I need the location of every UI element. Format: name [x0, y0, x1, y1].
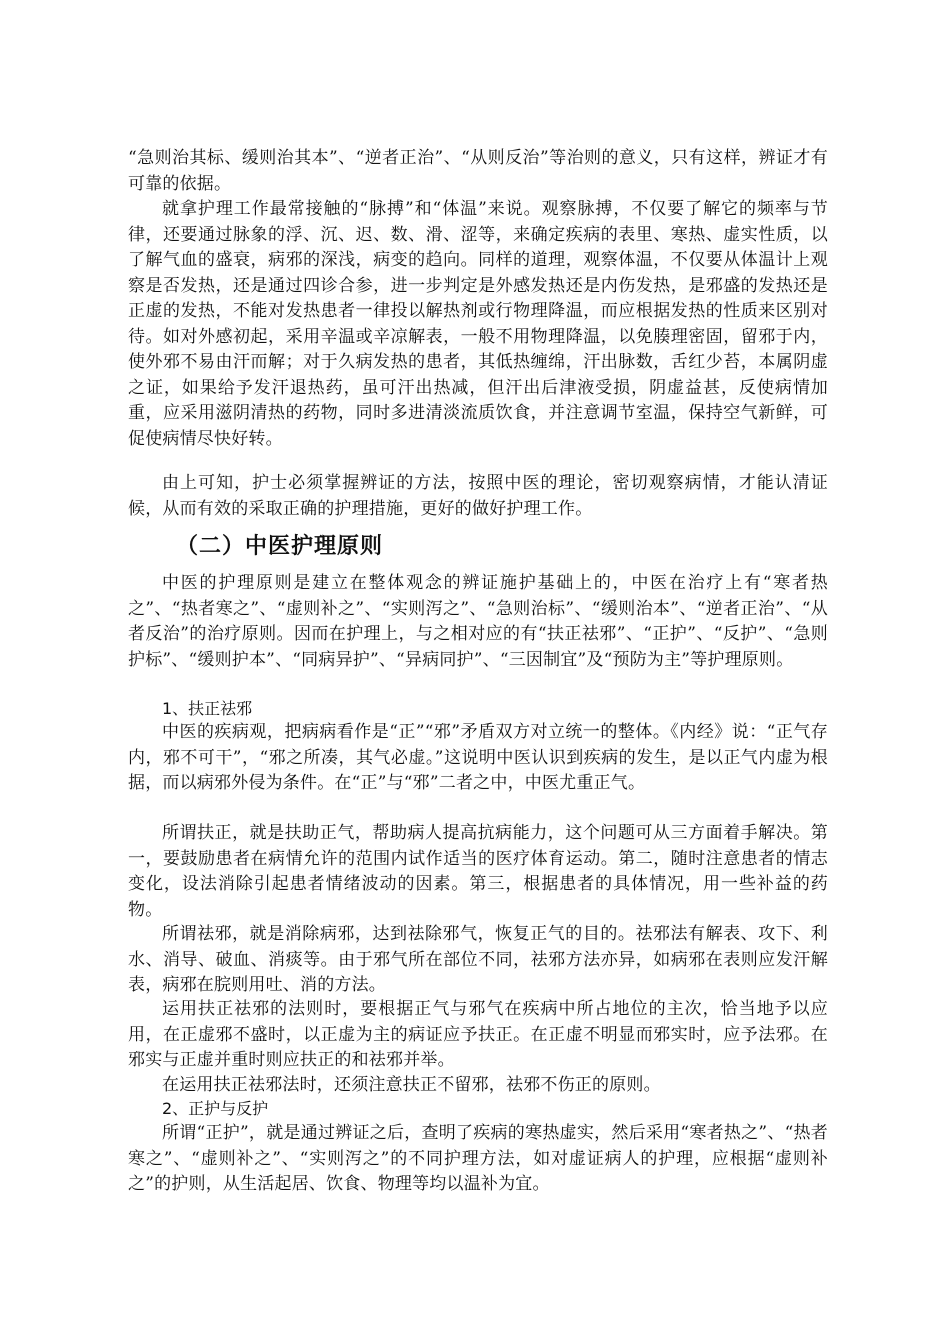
- paragraph-text: “急则治其标、缓则治其本”、“逆者正治”、“从则反治”等治则的意义，只有这样，辨证才有可靠的依据。: [128, 148, 828, 194]
- subsection-title-1: 1、扶正祛邪: [162, 699, 253, 718]
- paragraph-text: 所谓扶正，就是扶助正气，帮助病人提高抗病能力，这个问题可从三方面着手解决。第一，要鼓励患者在病情允许的范围内试作适当的医疗体育运动。第二，随时注意患者的情志变化，设法消除引起患者情绪波动的因素。第三，根据患者的具体情况，用一些补益的药物。: [128, 823, 828, 920]
- paragraph-pulse-temperature: [128, 197, 828, 452]
- paragraph-continuation: [128, 146, 828, 197]
- paragraph-text: 所谓“正护”，就是通过辨证之后，查明了疾病的寒热虚实，然后采用“寒者热之”、“热者寒之”、“虚则补之”、“实则泻之”的不同护理方法，如对虚证病人的护理，应根据“虚则补之”的护则，从生活起居、饮食、物理等均以温补为宜。: [128, 1123, 828, 1194]
- paragraph-principles: [128, 571, 828, 673]
- paragraph-conclusion: [128, 471, 828, 522]
- paragraph-text: 运用扶正祛邪的法则时，要根据正气与邪气在疾病中所占地位的主次，恰当地予以应用，在正虚邪不盛时，以正虚为主的病证应予扶正。在正虚不明显而邪实时，应予法邪。在邪实与正虚并重时则应扶正的和祛邪并举。: [128, 999, 828, 1070]
- paragraph-text: 由上可知，护士必须掌握辨证的方法，按照中医的理论，密切观察病情，才能认清证候，从而有效的采取正确的护理措施，更好的做好护理工作。: [128, 473, 828, 519]
- paragraph-text: 中医的护理原则是建立在整体观念的辨证施护基础上的，中医在治疗上有“寒者热之”、“热者寒之”、“虚则补之”、“实则泻之”、“急则治标”、“缓则治本”、“逆者正治”、“从者反治”的治疗原则。因而在护理上，与之相对应的有“扶正祛邪”、“正护”、“反护”、“急则护标”、“缓则护本”、“同病异护”、“异病同护”、“三因制宜”及“预防为主”等护理原则。: [128, 573, 828, 670]
- paragraph-quxie: [128, 922, 828, 999]
- paragraph-fuzheng: [128, 821, 828, 923]
- paragraph-text: 在运用扶正祛邪法时，还须注意扶正不留邪，祛邪不伤正的原则。: [162, 1075, 661, 1095]
- paragraph-zhenghu: [128, 1121, 828, 1198]
- subsection-title-2: 2、正护与反护: [162, 1099, 269, 1118]
- paragraph-text: 中医的疾病观，把病病看作是“正”“邪”矛盾双方对立统一的整体。《内经》说：“正气存内，邪不可干”，“邪之所凑，其气必虚。”这说明中医认识到疾病的发生，是以正气内虚为根据，而以病邪外侵为条件。在“正”与“邪”二者之中，中医尤重正气。: [128, 722, 828, 793]
- paragraph-disease-view: [128, 720, 828, 797]
- paragraph-application: [128, 997, 828, 1074]
- paragraph-text: 所谓祛邪，就是消除病邪，达到祛除邪气，恢复正气的目的。祛邪法有解表、攻下、利水、消导、破血、消痰等。由于邪气所在部位不同，祛邪方法亦异，如病邪在表则应发汗解表，病邪在脘则用吐、消的方法。: [128, 924, 828, 995]
- paragraph-caution: [128, 1073, 828, 1099]
- section-heading: （二）中医护理原则: [176, 534, 384, 559]
- paragraph-text: 就拿护理工作最常接触的“脉搏”和“体温”来说。观察脉搏，不仅要了解它的频率与节律，还要通过脉象的浮、沉、迟、数、滑、涩等，来确定疾病的表里、寒热、虚实性质，以了解气血的盛衰，病邪的深浅，病变的趋向。同样的道理，观察体温，不仅要从体温计上观察是否发热，还是通过四诊合参，进一步判定是外感发热还是内伤发热，是邪盛的发热还是正虚的发热，不能对发热患者一律投以解热剂或行物理降温，而应根据发热的性质来区别对待。如对外感初起，采用辛温或辛凉解表，一般不用物理降温，以免腠理密固，留邪于内，使外邪不易由汗而解；对于久病发热的患者，其低热缠绵，汗出脉数，舌红少苔，本属阴虚之证，如果给予发汗退热药，虽可汗出热减，但汗出后津液受损，阴虚益甚，反使病情加重，应采用滋阴清热的药物，同时多进清淡流质饮食，并注意调节室温，保持空气新鲜，可促使病情尽快好转。: [128, 199, 828, 449]
